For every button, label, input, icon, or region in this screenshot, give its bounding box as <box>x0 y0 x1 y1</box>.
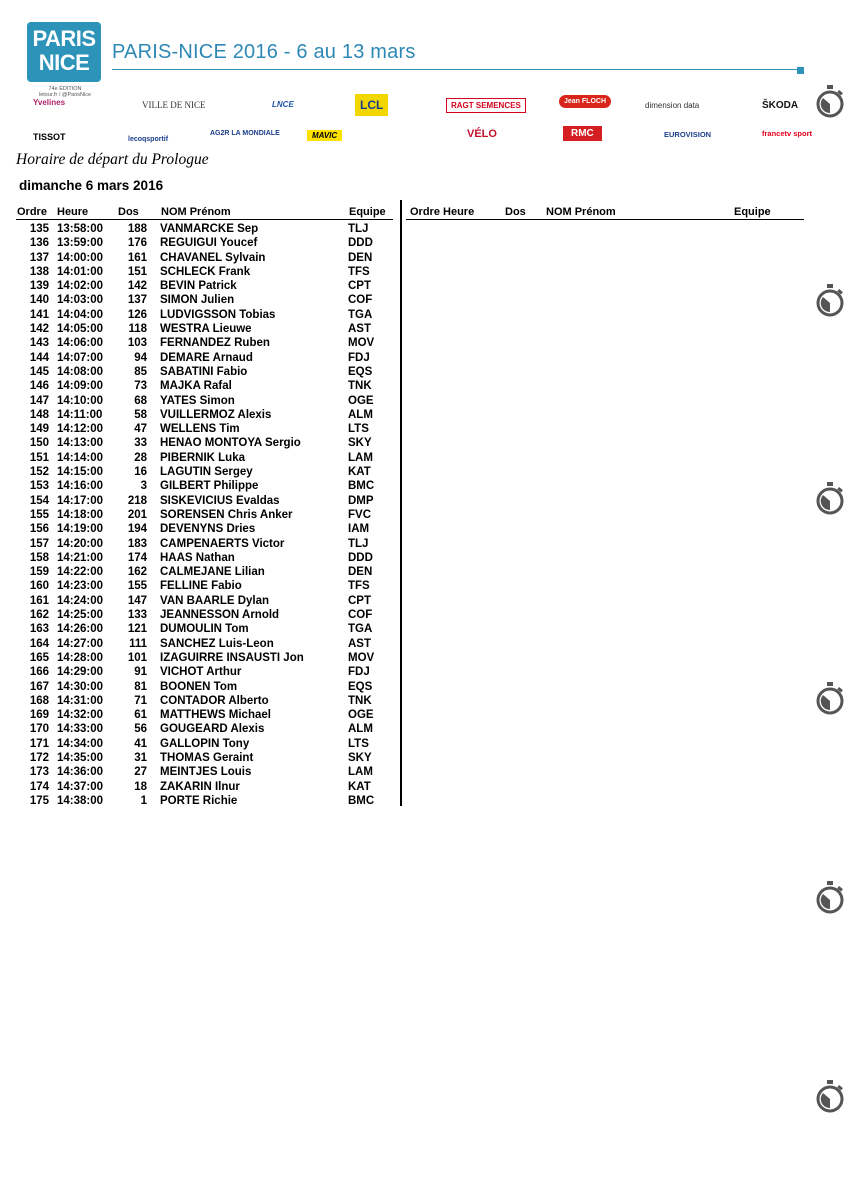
table-row <box>0 222 400 236</box>
cell-equipe: TNK <box>348 380 372 393</box>
cell-nom: LAGUTIN Sergey <box>160 466 253 479</box>
cell-dos: 18 <box>134 780 147 793</box>
cell-equipe: OGE <box>348 394 374 407</box>
table-row <box>0 394 400 408</box>
cell-dos: 133 <box>127 609 147 622</box>
cell-nom: BOONEN Tom <box>160 680 238 693</box>
cell-ordre: 159 <box>29 566 49 579</box>
cell-equipe: TLJ <box>348 537 369 550</box>
cell-nom: IZAGUIRRE INSAUSTI Jon <box>160 651 304 664</box>
cell-heure: 14:36:00 <box>57 766 104 779</box>
cell-equipe: FVC <box>348 508 371 521</box>
cell-nom: CHAVANEL Sylvain <box>160 251 266 264</box>
cell-nom: HENAO MONTOYA Sergio <box>160 437 301 450</box>
table-row <box>0 737 400 751</box>
cell-equipe: SKY <box>348 437 372 450</box>
cell-ordre: 147 <box>29 394 49 407</box>
cell-ordre: 170 <box>29 723 49 736</box>
stopwatch-icon <box>814 283 846 319</box>
cell-dos: 111 <box>129 637 147 650</box>
cell-dos: 142 <box>127 280 147 293</box>
cell-dos: 121 <box>127 623 147 636</box>
cell-ordre: 171 <box>29 737 49 750</box>
cell-equipe: BMC <box>348 794 375 807</box>
cell-heure: 14:18:00 <box>57 508 104 521</box>
cell-heure: 14:11:00 <box>57 408 103 421</box>
cell-nom: PIBERNIK Luka <box>160 451 245 464</box>
cell-nom: SANCHEZ Luis-Leon <box>160 637 274 650</box>
cell-heure: 14:15:00 <box>57 466 104 479</box>
cell-nom: VICHOT Arthur <box>160 666 242 679</box>
cell-nom: ZAKARIN Ilnur <box>160 780 240 793</box>
cell-ordre: 163 <box>29 623 49 636</box>
cell-dos: 56 <box>134 723 147 736</box>
table-row <box>0 694 400 708</box>
cell-ordre: 155 <box>29 508 49 521</box>
table-row <box>0 379 400 393</box>
cell-heure: 14:34:00 <box>57 737 104 750</box>
cell-heure: 14:14:00 <box>57 451 104 464</box>
cell-nom: SISKEVICIUS Evaldas <box>160 494 280 507</box>
cell-ordre: 174 <box>29 780 49 793</box>
table-row <box>0 722 400 736</box>
cell-dos: 58 <box>134 408 147 421</box>
cell-ordre: 150 <box>29 437 49 450</box>
cell-dos: 151 <box>127 265 147 278</box>
cell-equipe: TLJ <box>348 223 369 235</box>
cell-dos: 101 <box>127 651 147 664</box>
cell-dos: 27 <box>134 766 147 779</box>
cell-heure: 14:28:00 <box>57 651 104 664</box>
header-underline-right <box>406 219 804 220</box>
table-row <box>0 637 400 651</box>
cell-nom: MATTHEWS Michael <box>160 709 271 722</box>
table-row <box>0 780 400 794</box>
table-row <box>0 279 400 293</box>
cell-heure: 14:07:00 <box>57 351 104 364</box>
cell-heure: 14:33:00 <box>57 723 104 736</box>
column-header-equipe: Equipe <box>349 206 386 218</box>
cell-equipe: AST <box>348 637 371 650</box>
sponsor-logo: dimension data <box>645 101 700 110</box>
stopwatch-icon <box>814 84 846 120</box>
cell-equipe: LAM <box>348 766 373 779</box>
column-header-heure: Heure <box>57 206 89 218</box>
table-row <box>0 579 400 593</box>
cell-dos: 161 <box>127 251 147 264</box>
cell-ordre: 144 <box>29 351 49 364</box>
cell-heure: 14:13:00 <box>57 437 104 450</box>
cell-ordre: 138 <box>29 265 49 278</box>
cell-dos: 73 <box>134 380 147 393</box>
cell-dos: 71 <box>134 694 147 707</box>
cell-heure: 14:32:00 <box>57 709 104 722</box>
column-header-ordre-heure-right: Ordre Heure <box>410 206 475 218</box>
stopwatch-icon <box>814 481 846 517</box>
cell-equipe: DEN <box>348 251 373 264</box>
cell-nom: CONTADOR Alberto <box>160 694 269 707</box>
header-underline-left <box>16 219 393 220</box>
table-row <box>0 508 400 522</box>
cell-heure: 14:16:00 <box>57 480 104 493</box>
cell-equipe: KAT <box>348 780 371 793</box>
cell-heure: 13:58:00 <box>57 223 104 235</box>
cell-nom: PORTE Richie <box>160 794 238 807</box>
cell-equipe: SKY <box>348 751 372 764</box>
cell-dos: 91 <box>134 666 147 679</box>
sponsor-logo: Jean FLOCH <box>559 95 611 108</box>
table-row <box>0 465 400 479</box>
cell-dos: 137 <box>127 294 147 307</box>
table-row <box>0 794 400 808</box>
cell-heure: 14:30:00 <box>57 680 104 693</box>
cell-nom: SIMON Julien <box>160 294 235 307</box>
cell-ordre: 142 <box>29 323 49 336</box>
cell-dos: 194 <box>127 523 147 536</box>
cell-heure: 14:03:00 <box>57 294 104 307</box>
cell-heure: 14:29:00 <box>57 666 104 679</box>
table-row <box>0 365 400 379</box>
cell-equipe: KAT <box>348 466 371 479</box>
cell-dos: 94 <box>134 351 147 364</box>
table-row <box>0 322 400 336</box>
cell-heure: 14:08:00 <box>57 365 104 378</box>
cell-equipe: TGA <box>348 623 373 636</box>
cell-nom: MEINTJES Louis <box>160 766 252 779</box>
cell-dos: 103 <box>127 337 147 350</box>
cell-ordre: 154 <box>29 494 49 507</box>
cell-dos: 85 <box>134 365 147 378</box>
cell-heure: 14:35:00 <box>57 751 104 764</box>
sponsor-logo: TISSOT <box>33 132 66 142</box>
cell-nom: VAN BAARLE Dylan <box>160 594 270 607</box>
cell-heure: 14:21:00 <box>57 551 104 564</box>
cell-dos: 1 <box>140 794 147 807</box>
cell-equipe: EQS <box>348 680 373 693</box>
table-row <box>0 651 400 665</box>
cell-ordre: 148 <box>29 408 49 421</box>
sponsor-logo: AG2R LA MONDIALE <box>210 130 280 137</box>
cell-equipe: TGA <box>348 308 373 321</box>
stopwatch-icon <box>814 880 846 916</box>
cell-ordre: 167 <box>29 680 49 693</box>
logo-edition <box>30 86 100 98</box>
table-row <box>0 537 400 551</box>
column-header-equipe-right: Equipe <box>734 206 771 218</box>
cell-ordre: 160 <box>29 580 49 593</box>
cell-ordre: 141 <box>29 308 49 321</box>
cell-ordre: 146 <box>29 380 49 393</box>
cell-heure: 14:05:00 <box>57 323 104 336</box>
cell-heure: 14:17:00 <box>57 494 104 507</box>
cell-dos: 31 <box>134 751 147 764</box>
cell-heure: 14:31:00 <box>57 694 104 707</box>
cell-dos: 41 <box>134 737 147 750</box>
cell-dos: 81 <box>134 680 147 693</box>
logo-line-1: PARIS <box>32 26 96 51</box>
table-row <box>0 608 400 622</box>
cell-nom: GILBERT Philippe <box>160 480 259 493</box>
cell-heure: 14:09:00 <box>57 380 104 393</box>
cell-equipe: MOV <box>348 651 375 664</box>
cell-ordre: 143 <box>29 337 49 350</box>
cell-nom: REGUIGUI Youcef <box>160 237 258 250</box>
cell-ordre: 161 <box>29 594 49 607</box>
cell-ordre: 156 <box>29 523 49 536</box>
cell-dos: 183 <box>127 537 147 550</box>
table-row <box>0 565 400 579</box>
table-row <box>0 522 400 536</box>
cell-nom: VUILLERMOZ Alexis <box>160 408 272 421</box>
table-row <box>0 293 400 307</box>
cell-nom: MAJKA Rafal <box>160 380 232 393</box>
cell-dos: 162 <box>127 566 147 579</box>
cell-equipe: DDD <box>348 551 373 564</box>
cell-nom: CAMPENAERTS Victor <box>160 537 285 550</box>
cell-ordre: 157 <box>29 537 49 550</box>
cell-heure: 14:01:00 <box>57 265 104 278</box>
sponsor-logo: VÉLO <box>467 128 497 140</box>
cell-nom: THOMAS Geraint <box>160 751 254 764</box>
cell-dos: 61 <box>134 709 147 722</box>
cell-heure: 14:10:00 <box>57 394 104 407</box>
cell-heure: 14:24:00 <box>57 594 104 607</box>
cell-equipe: AST <box>348 323 371 336</box>
cell-equipe: DDD <box>348 237 373 250</box>
event-title: PARIS-NICE 2016 - 6 au 13 mars <box>112 41 416 63</box>
sponsor-logo: VILLE DE NICE <box>142 100 206 110</box>
cell-dos: 176 <box>127 237 147 250</box>
cell-equipe: LAM <box>348 451 373 464</box>
document-date: dimanche 6 mars 2016 <box>19 178 164 193</box>
cell-ordre: 135 <box>29 223 49 235</box>
cell-heure: 14:37:00 <box>57 780 104 793</box>
cell-nom: HAAS Nathan <box>160 551 235 564</box>
stopwatch-icon <box>814 681 846 717</box>
cell-ordre: 140 <box>29 294 49 307</box>
cell-heure: 14:06:00 <box>57 337 104 350</box>
cell-nom: JEANNESSON Arnold <box>160 609 280 622</box>
cell-dos: 218 <box>127 494 147 507</box>
cell-ordre: 165 <box>29 651 49 664</box>
sponsor-logo: EUROVISION <box>664 130 712 139</box>
cell-heure: 14:19:00 <box>57 523 104 536</box>
cell-ordre: 175 <box>29 794 49 807</box>
cell-equipe: IAM <box>348 523 370 536</box>
column-header-nom-right: NOM Prénom <box>546 206 616 218</box>
cell-dos: 47 <box>134 423 147 436</box>
cell-ordre: 158 <box>29 551 49 564</box>
table-row <box>0 236 400 250</box>
cell-equipe: LTS <box>348 423 369 436</box>
cell-dos: 3 <box>140 480 147 493</box>
start-list-table <box>0 222 400 808</box>
cell-nom: GOUGEARD Alexis <box>160 723 265 736</box>
stopwatch-icon <box>814 1079 846 1115</box>
sponsor-logo: RMC <box>563 126 602 141</box>
cell-dos: 126 <box>127 308 147 321</box>
document-title: Horaire de départ du Prologue <box>16 151 209 168</box>
cell-nom: DUMOULIN Tom <box>160 623 249 636</box>
table-row <box>0 436 400 450</box>
cell-equipe: OGE <box>348 709 374 722</box>
logo-handles-text: letour.fr / @ParisNice <box>38 92 92 98</box>
cell-ordre: 149 <box>29 423 49 436</box>
cell-ordre: 172 <box>29 751 49 764</box>
cell-ordre: 151 <box>29 451 49 464</box>
cell-ordre: 139 <box>29 280 49 293</box>
table-row <box>0 336 400 350</box>
cell-nom: SABATINI Fabio <box>160 365 248 378</box>
cell-equipe: ALM <box>348 408 373 421</box>
cell-heure: 14:02:00 <box>57 280 104 293</box>
cell-heure: 14:00:00 <box>57 251 104 264</box>
table-row <box>0 351 400 365</box>
cell-nom: SCHLECK Frank <box>160 265 251 278</box>
table-row <box>0 680 400 694</box>
table-row <box>0 265 400 279</box>
cell-nom: VANMARCKE Sep <box>160 223 259 235</box>
cell-equipe: TFS <box>348 265 370 278</box>
table-row <box>0 765 400 779</box>
cell-nom: DEVENYNS Dries <box>160 523 256 536</box>
table-row <box>0 451 400 465</box>
sponsor-logo: MAVIC <box>307 130 342 141</box>
cell-ordre: 166 <box>29 666 49 679</box>
cell-equipe: EQS <box>348 365 373 378</box>
cell-heure: 14:25:00 <box>57 609 104 622</box>
cell-nom: WESTRA Lieuwe <box>160 323 252 336</box>
cell-dos: 201 <box>127 508 147 521</box>
cell-nom: LUDVIGSSON Tobias <box>160 308 276 321</box>
cell-nom: YATES Simon <box>160 394 235 407</box>
cell-heure: 14:22:00 <box>57 566 104 579</box>
cell-equipe: FDJ <box>348 666 370 679</box>
cell-dos: 147 <box>127 594 147 607</box>
cell-equipe: FDJ <box>348 351 370 364</box>
column-header-ordre: Ordre <box>17 206 47 218</box>
cell-nom: SORENSEN Chris Anker <box>160 508 293 521</box>
cell-heure: 14:38:00 <box>57 794 104 807</box>
cell-equipe: BMC <box>348 480 375 493</box>
logo-line-2: NICE <box>38 50 90 75</box>
cell-equipe: DEN <box>348 566 373 579</box>
cell-nom: FELLINE Fabio <box>160 580 242 593</box>
cell-nom: WELLENS Tim <box>160 423 240 436</box>
cell-equipe: LTS <box>348 737 369 750</box>
cell-dos: 155 <box>127 580 147 593</box>
paris-nice-logo <box>27 22 101 82</box>
cell-nom: CALMEJANE Lilian <box>160 566 265 579</box>
table-row <box>0 251 400 265</box>
sponsor-logo: francetv sport <box>762 129 813 138</box>
cell-ordre: 162 <box>29 609 49 622</box>
cell-ordre: 169 <box>29 709 49 722</box>
cell-equipe: ALM <box>348 723 373 736</box>
sponsor-logo: LNCE <box>272 100 294 109</box>
cell-dos: 118 <box>128 323 147 336</box>
cell-equipe: CPT <box>348 280 371 293</box>
cell-equipe: COF <box>348 294 373 307</box>
column-header-nom: NOM Prénom <box>161 206 231 218</box>
cell-equipe: TFS <box>348 580 370 593</box>
cell-dos: 28 <box>134 451 147 464</box>
cell-ordre: 152 <box>29 466 49 479</box>
cell-dos: 16 <box>134 466 147 479</box>
table-row <box>0 494 400 508</box>
cell-equipe: DMP <box>348 494 374 507</box>
column-divider <box>400 200 402 806</box>
cell-heure: 13:59:00 <box>57 237 104 250</box>
cell-ordre: 164 <box>29 637 49 650</box>
logo-edition-text: 74e ÉDITION <box>48 86 82 92</box>
cell-dos: 33 <box>134 437 147 450</box>
header-square-mark <box>797 67 804 74</box>
cell-ordre: 137 <box>29 251 49 264</box>
cell-nom: GALLOPIN Tony <box>160 737 250 750</box>
sponsor-logo: RAGT SEMENCES <box>446 98 526 113</box>
column-header-dos: Dos <box>118 206 139 218</box>
cell-heure: 14:23:00 <box>57 580 104 593</box>
cell-equipe: CPT <box>348 594 371 607</box>
cell-dos: 68 <box>134 394 147 407</box>
table-row <box>0 594 400 608</box>
cell-nom: BEVIN Patrick <box>160 280 237 293</box>
table-row <box>0 622 400 636</box>
table-row <box>0 408 400 422</box>
cell-dos: 174 <box>127 551 147 564</box>
table-row <box>0 708 400 722</box>
cell-ordre: 136 <box>29 237 49 250</box>
cell-ordre: 145 <box>29 365 49 378</box>
table-row <box>0 479 400 493</box>
table-row <box>0 422 400 436</box>
table-row <box>0 751 400 765</box>
cell-nom: FERNANDEZ Ruben <box>160 337 270 350</box>
cell-nom: DEMARE Arnaud <box>160 351 253 364</box>
sponsor-logo: Yvelines <box>33 98 66 107</box>
column-header-dos-right: Dos <box>505 206 526 218</box>
cell-equipe: TNK <box>348 694 372 707</box>
cell-dos: 188 <box>127 223 147 235</box>
table-row <box>0 665 400 679</box>
cell-ordre: 153 <box>29 480 49 493</box>
cell-ordre: 173 <box>29 766 49 779</box>
cell-ordre: 168 <box>29 694 49 707</box>
table-row <box>0 308 400 322</box>
sponsor-logo: LCL <box>355 94 388 116</box>
sponsor-logo: lecoqsportif <box>128 136 169 143</box>
header-rule <box>112 69 804 70</box>
cell-heure: 14:20:00 <box>57 537 104 550</box>
cell-heure: 14:04:00 <box>57 308 104 321</box>
sponsor-logo: ŠKODA <box>762 100 799 111</box>
table-row <box>0 551 400 565</box>
cell-heure: 14:27:00 <box>57 637 104 650</box>
cell-heure: 14:26:00 <box>57 623 104 636</box>
cell-heure: 14:12:00 <box>57 423 104 436</box>
cell-equipe: MOV <box>348 337 375 350</box>
cell-equipe: COF <box>348 609 373 622</box>
